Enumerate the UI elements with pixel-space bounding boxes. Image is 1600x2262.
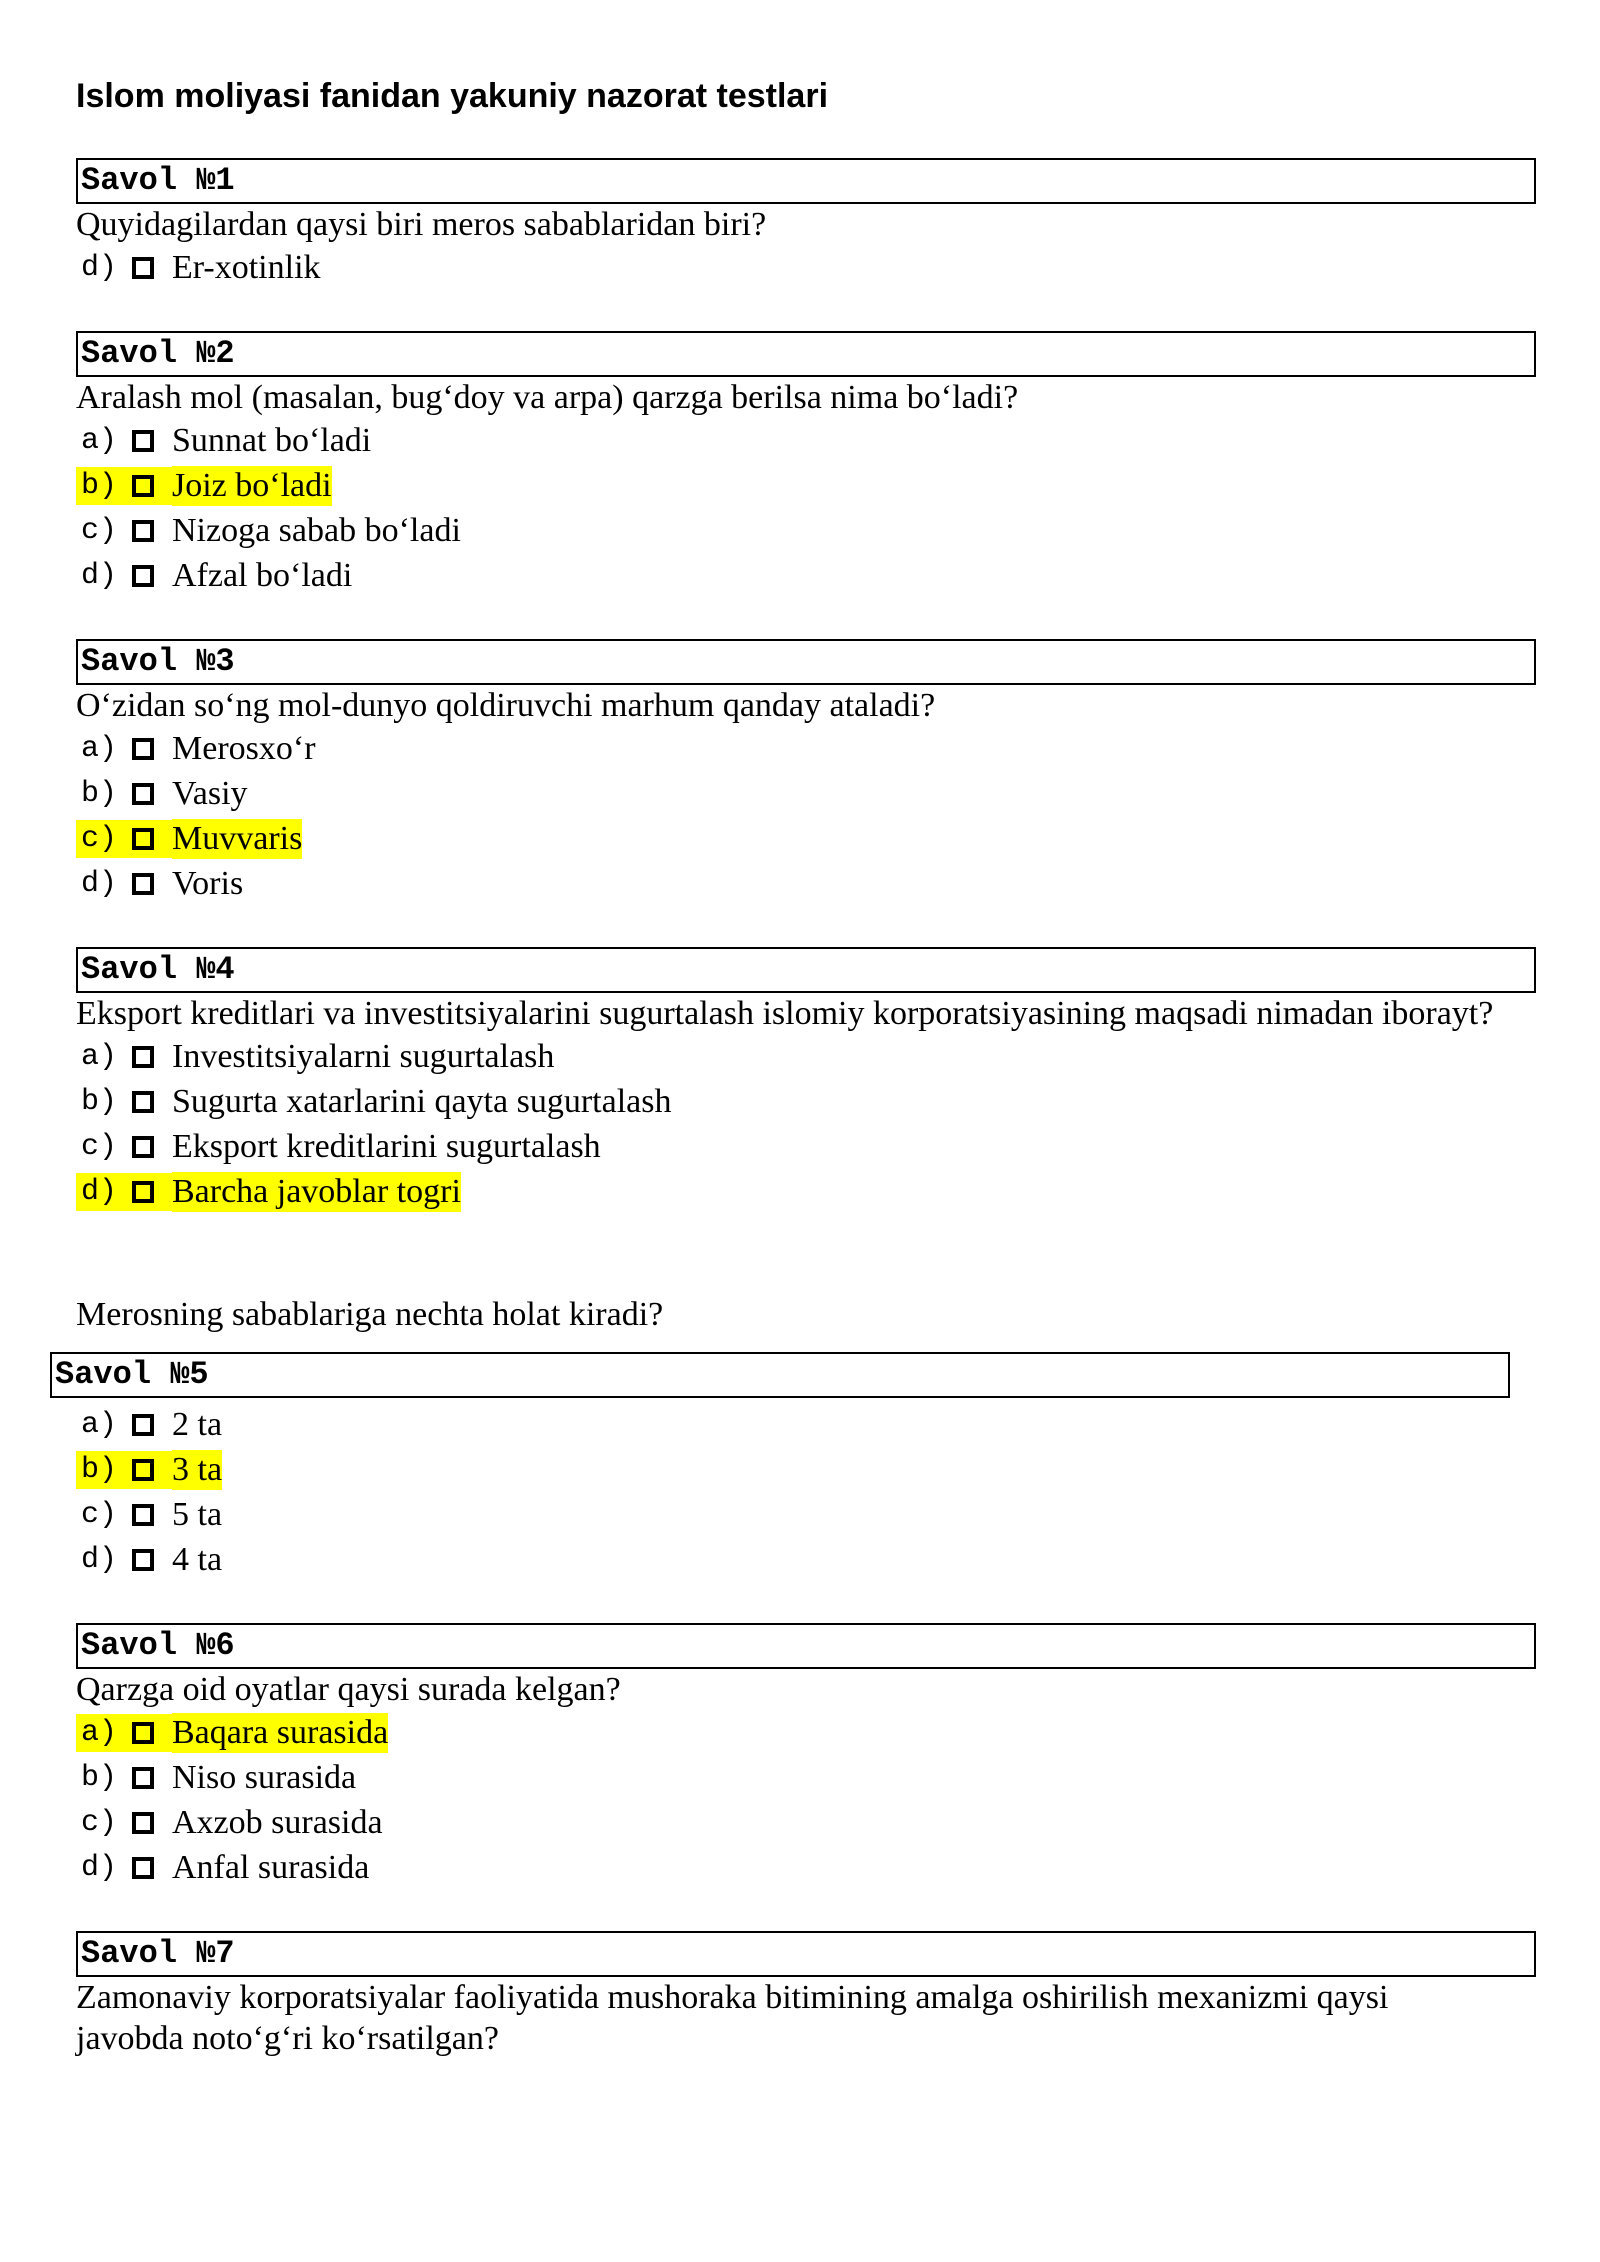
- checkbox-icon[interactable]: [132, 1549, 154, 1571]
- checkbox-icon[interactable]: [132, 1046, 154, 1068]
- options-list: [76, 418, 1536, 598]
- question-header: Savol №2: [76, 331, 1536, 377]
- option-c[interactable]: [76, 1800, 1536, 1845]
- option-lead: [76, 557, 172, 595]
- option-text: Merosxo‘r: [172, 729, 316, 767]
- question-header: Savol №4: [76, 947, 1536, 993]
- option-letter: c): [81, 821, 118, 856]
- checkbox-icon[interactable]: [132, 1091, 154, 1113]
- option-letter: c): [81, 513, 118, 548]
- option-lead: [76, 1038, 172, 1076]
- option-text: 3 ta: [172, 1450, 223, 1488]
- checkbox-icon[interactable]: [132, 873, 154, 895]
- option-letter: b): [81, 1452, 118, 1487]
- option-d[interactable]: [76, 1169, 1536, 1214]
- checkbox-icon[interactable]: [132, 738, 154, 760]
- option-d[interactable]: [76, 245, 1536, 290]
- question-text: Quyidagilardan qaysi biri meros sabablaridan biri?: [76, 206, 767, 243]
- question-text: Zamonaviy korporatsiyalar faoliyatida mushoraka bitimining amalga oshirilish mexanizmi qaysi javobda noto‘g‘ri ko‘rsatilgan?: [76, 1979, 1389, 2057]
- question-header: Savol №5: [50, 1352, 1510, 1398]
- option-letter: a): [81, 423, 118, 458]
- option-text: Sunnat bo‘ladi: [172, 421, 372, 459]
- options-list: [76, 1034, 1536, 1214]
- option-a[interactable]: [76, 418, 1536, 463]
- checkbox-icon[interactable]: [132, 257, 154, 279]
- option-b[interactable]: [76, 1755, 1536, 1800]
- checkbox-icon[interactable]: [132, 1857, 154, 1879]
- options-list: [76, 245, 1536, 290]
- option-letter: d): [81, 866, 118, 901]
- option-lead: [76, 1451, 172, 1489]
- option-text: Niso surasida: [172, 1758, 357, 1796]
- option-lead: [76, 1128, 172, 1166]
- checkbox-icon[interactable]: [132, 1181, 154, 1203]
- option-c[interactable]: [76, 1492, 1510, 1537]
- question-header: Savol №6: [76, 1623, 1536, 1669]
- option-lead: [76, 1406, 172, 1444]
- option-c[interactable]: [76, 1124, 1536, 1169]
- checkbox-icon[interactable]: [132, 1459, 154, 1481]
- option-b[interactable]: [76, 1079, 1536, 1124]
- option-a[interactable]: [76, 1710, 1536, 1755]
- option-text: Eksport kreditlarini sugurtalash: [172, 1127, 601, 1165]
- question-header: Savol №3: [76, 639, 1536, 685]
- option-text: Voris: [172, 864, 244, 902]
- question-header: Savol №7: [76, 1931, 1536, 1977]
- options-list: [76, 1402, 1510, 1582]
- option-lead: [76, 1849, 172, 1887]
- option-letter: a): [81, 1039, 118, 1074]
- option-a[interactable]: [76, 1402, 1510, 1447]
- option-d[interactable]: [76, 1845, 1536, 1890]
- option-lead: [76, 865, 172, 903]
- checkbox-icon[interactable]: [132, 1414, 154, 1436]
- checkbox-icon[interactable]: [132, 783, 154, 805]
- question-text: Aralash mol (masalan, bug‘doy va arpa) qarzga berilsa nima bo‘ladi?: [76, 379, 1019, 416]
- option-letter: a): [81, 1407, 118, 1442]
- option-c[interactable]: [76, 816, 1536, 861]
- checkbox-icon[interactable]: [132, 1504, 154, 1526]
- question-text: O‘zidan so‘ng mol-dunyo qoldiruvchi marhum qanday ataladi?: [76, 687, 936, 724]
- option-letter: d): [81, 1174, 118, 1209]
- question-header: Savol №1: [76, 158, 1536, 204]
- option-letter: a): [81, 1715, 118, 1750]
- option-letter: b): [81, 776, 118, 811]
- question-7: [76, 1931, 1536, 2059]
- option-letter: d): [81, 1850, 118, 1885]
- option-text: Investitsiyalarni sugurtalash: [172, 1037, 555, 1075]
- option-letter: b): [81, 1760, 118, 1795]
- option-d[interactable]: [76, 861, 1536, 906]
- option-text: Anfal surasida: [172, 1848, 370, 1886]
- option-text: Muvvaris: [172, 819, 303, 857]
- checkbox-icon[interactable]: [132, 828, 154, 850]
- option-letter: b): [81, 468, 118, 503]
- question-2: [76, 331, 1536, 598]
- option-letter: c): [81, 1805, 118, 1840]
- checkbox-icon[interactable]: [132, 1136, 154, 1158]
- option-lead: [76, 467, 172, 505]
- option-text: Baqara surasida: [172, 1713, 389, 1751]
- option-letter: c): [81, 1129, 118, 1164]
- option-c[interactable]: [76, 508, 1536, 553]
- option-text: 5 ta: [172, 1495, 223, 1533]
- checkbox-icon[interactable]: [132, 1722, 154, 1744]
- option-lead: [76, 1173, 172, 1211]
- option-lead: [76, 1759, 172, 1797]
- option-lead: [76, 1714, 172, 1752]
- option-text: Sugurta xatarlarini qayta sugurtalash: [172, 1082, 672, 1120]
- question-6: [76, 1623, 1536, 1890]
- option-lead: [76, 1083, 172, 1121]
- option-text: Axzob surasida: [172, 1803, 383, 1841]
- option-lead: [76, 1496, 172, 1534]
- option-text: 2 ta: [172, 1405, 223, 1443]
- option-a[interactable]: [76, 1034, 1536, 1079]
- checkbox-icon[interactable]: [132, 430, 154, 452]
- checkbox-icon[interactable]: [132, 475, 154, 497]
- option-lead: [76, 1804, 172, 1842]
- option-text: Afzal bo‘ladi: [172, 556, 353, 594]
- question-text: Qarzga oid oyatlar qaysi surada kelgan?: [76, 1671, 621, 1708]
- option-letter: b): [81, 1084, 118, 1119]
- option-lead: [76, 820, 172, 858]
- question-1: [76, 158, 1536, 290]
- options-list: [76, 726, 1536, 906]
- question-text: Eksport kreditlari va investitsiyalarini sugurtalash islomiy korporatsiyasining maqsadi nimadan iborayt?: [76, 995, 1494, 1032]
- checkbox-icon[interactable]: [132, 520, 154, 542]
- option-b[interactable]: [76, 771, 1536, 816]
- checkbox-icon[interactable]: [132, 565, 154, 587]
- question-5: [50, 1352, 1510, 1582]
- option-b[interactable]: [76, 1447, 1510, 1492]
- option-text: Barcha javoblar togri: [172, 1172, 461, 1210]
- option-lead: [76, 512, 172, 550]
- question-4: [76, 947, 1536, 1214]
- option-lead: [76, 249, 172, 287]
- option-text: Joiz bo‘ladi: [172, 466, 332, 504]
- option-letter: d): [81, 558, 118, 593]
- option-text: Vasiy: [172, 774, 248, 812]
- option-letter: a): [81, 731, 118, 766]
- option-letter: c): [81, 1497, 118, 1532]
- option-a[interactable]: [76, 726, 1536, 771]
- option-lead: [76, 730, 172, 768]
- option-b[interactable]: [76, 463, 1536, 508]
- option-lead: [76, 775, 172, 813]
- option-letter: d): [81, 250, 118, 285]
- checkbox-icon[interactable]: [132, 1767, 154, 1789]
- option-letter: d): [81, 1542, 118, 1577]
- page-title: Islom moliyasi fanidan yakuniy nazorat testlari: [76, 77, 829, 115]
- option-text: 4 ta: [172, 1540, 223, 1578]
- option-d[interactable]: [76, 553, 1536, 598]
- option-text: Er-xotinlik: [172, 248, 321, 286]
- option-d[interactable]: [76, 1537, 1510, 1582]
- options-list: [76, 1710, 1536, 1890]
- question-5-text: Merosning sabablariga nechta holat kiradi?: [76, 1296, 664, 1333]
- option-lead: [76, 422, 172, 460]
- option-lead: [76, 1541, 172, 1579]
- option-text: Nizoga sabab bo‘ladi: [172, 511, 461, 549]
- question-3: [76, 639, 1536, 906]
- checkbox-icon[interactable]: [132, 1812, 154, 1834]
